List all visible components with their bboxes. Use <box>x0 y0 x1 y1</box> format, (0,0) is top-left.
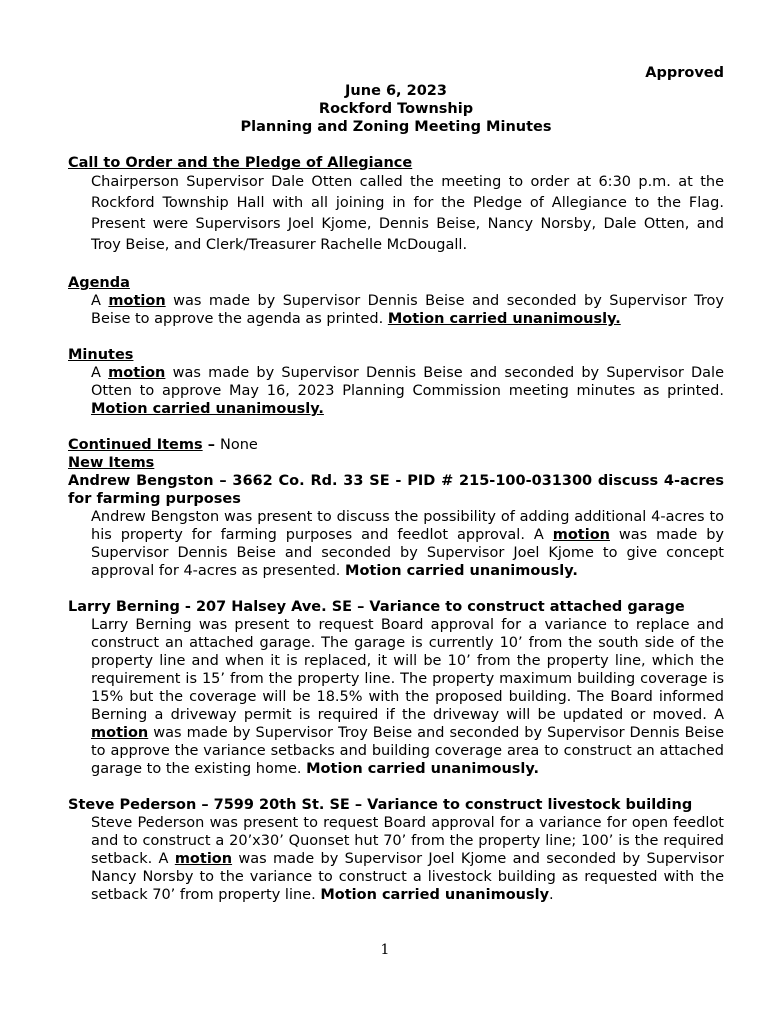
new-item-title: Steve Pederson – 7599 20th St. SE – Variance to construct livestock building <box>68 797 693 813</box>
new-item-title: Andrew Bengston – 3662 Co. Rd. 33 SE - PID # 215-100-031300 discuss 4-acres for farming purposes <box>68 473 724 507</box>
new-item-body-2: was made by Supervisor Dennis Beise and seconded by Supervisor Joel Kjome to give concept approval for 4-acres as presented. <box>91 527 724 579</box>
approval-status: Approved <box>645 65 724 81</box>
meeting-date: June 6, 2023 <box>345 83 447 99</box>
new-item-title: Larry Berning - 207 Halsey Ave. SE – Variance to construct attached garage <box>68 599 685 615</box>
agenda-heading: Agenda <box>68 275 130 291</box>
minutes-pre: A <box>91 365 109 381</box>
new-item-result: Motion carried unanimously. <box>345 563 578 579</box>
new-item-motion: motion <box>91 725 149 741</box>
new-item-body: Larry Berning was present to request Board approval for a variance to replace and construct an attached garage. The garage is currently 10’ from the south side of the property line and when it is replaced, it will be 10’ from the property line, which the requirement is 15’ from the property line. The property maximum building coverage is 15% but the coverage will be 18.5% with the proposed building. The Board informed Berning a driveway permit is required if the driveway will be updated or moved. A <box>91 617 724 723</box>
minutes-motion: motion <box>108 365 166 381</box>
agenda-body: was made by Supervisor Dennis Beise and seconded by Supervisor Troy Beise to approve the agenda as printed. <box>91 293 725 327</box>
new-item-bengston <box>68 472 724 580</box>
new-item-berning <box>68 598 724 778</box>
new-item-body-2: was made by Supervisor Joel Kjome and seconded by Supervisor Nancy Norsby to the variance to construct a livestock building as requested with the setback 70’ from property line. <box>91 851 724 903</box>
new-item-pederson <box>68 796 724 904</box>
new-items-heading: New Items <box>68 455 155 471</box>
minutes-heading: Minutes <box>68 347 134 363</box>
call-to-order-text: Chairperson Supervisor Dale Otten called the meeting to order at 6:30 p.m. at the Rockford Township Hall with all joining in for the Pledge of Allegiance to the Flag. Present were Supervisors Joel Kjome, Dennis Beise, Nancy Norsby, Dale Otten, and Troy Beise, and Clerk/Treasurer Rachelle McDougall. <box>91 174 724 253</box>
new-item-tail: . <box>549 887 554 903</box>
document-page <box>68 64 724 904</box>
continued-items-heading: Continued Items <box>68 437 203 453</box>
new-item-result: Motion carried unanimously. <box>306 761 540 777</box>
new-item-body: Andrew Bengston was present to discuss the possibility of adding additional 4-acres to his property for farming purposes and feedlot approval. A <box>91 509 724 543</box>
agenda-text <box>68 292 724 328</box>
township-name: Rockford Township <box>318 101 474 117</box>
continued-items-section <box>68 436 724 472</box>
new-item-text <box>68 508 724 580</box>
agenda-section <box>68 274 724 328</box>
minutes-section <box>68 346 724 418</box>
minutes-result: Motion carried unanimously. <box>91 401 324 417</box>
continued-items-value: None <box>220 437 258 453</box>
new-item-motion: motion <box>552 527 610 543</box>
new-item-body-2: was made by Supervisor Troy Beise and seconded by Supervisor Dennis Beise to approve the variance setbacks and building coverage area to construct an attached garage to the existing home. <box>91 725 724 777</box>
new-item-text <box>68 616 724 778</box>
agenda-result: Motion carried unanimously. <box>387 311 621 327</box>
agenda-pre: A <box>91 293 109 309</box>
call-to-order-section <box>68 154 724 256</box>
minutes-text <box>68 364 724 418</box>
new-item-result: Motion carried unanimously <box>320 887 550 903</box>
call-to-order-heading: Call to Order and the Pledge of Allegiance <box>68 155 413 171</box>
agenda-motion: motion <box>108 293 166 309</box>
new-item-motion: motion <box>174 851 233 867</box>
page-number: 1 <box>380 942 390 958</box>
new-item-body: Steve Pederson was present to request Board approval for a variance for open feedlot and to construct a 20’x30’ Quonset hut 70’ from the property line; 100’ is the required setback. A <box>91 815 724 867</box>
minutes-body: was made by Supervisor Dennis Beise and seconded by Supervisor Dale Otten to approve May 16, 2023 Planning Commission meeting minutes as printed. <box>91 365 725 399</box>
continued-items-dash: – <box>202 437 220 453</box>
new-item-text <box>68 814 724 904</box>
document-title: Planning and Zoning Meeting Minutes <box>240 119 552 135</box>
